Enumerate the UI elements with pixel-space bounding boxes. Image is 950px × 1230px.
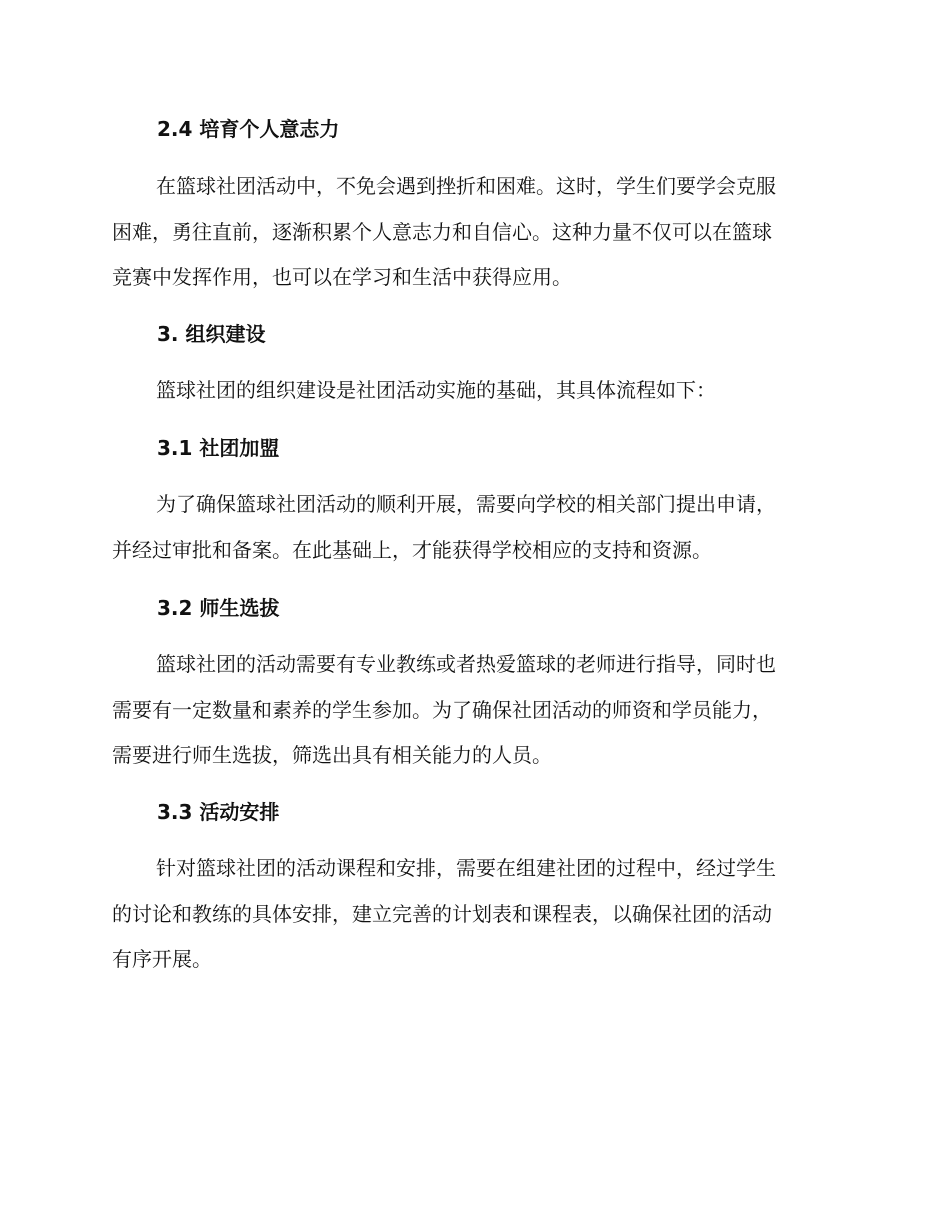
paragraph-line: 困难，勇往直前，逐渐积累个人意志力和自信心。这种力量不仅可以在篮球 <box>112 219 772 244</box>
section-heading-3-2: 3.2 师生选拔 <box>157 596 280 620</box>
paragraph-3-3 <box>112 846 842 983</box>
paragraph-line: 并经过审批和备案。在此基础上，才能获得学校相应的支持和资源。 <box>112 537 712 562</box>
paragraph-line: 篮球社团的活动需要有专业教练或者热爱篮球的老师进行指导，同时也 <box>156 652 776 676</box>
paragraph-2-4 <box>112 164 842 301</box>
paragraph-3-1 <box>112 482 842 573</box>
paragraph-line: 篮球社团的组织建设是社团活动实施的基础，其具体流程如下： <box>156 378 716 402</box>
paragraph-line: 需要进行师生选拔，筛选出具有相关能力的人员。 <box>112 743 552 767</box>
paragraph-line: 竞赛中发挥作用，也可以在学习和生活中获得应用。 <box>112 265 572 289</box>
paragraph-line: 需要有一定数量和素养的学生参加。为了确保社团活动的师资和学员能力， <box>112 697 772 722</box>
section-heading-2-4: 2.4 培育个人意志力 <box>157 117 340 141</box>
section-heading-3-1: 3.1 社团加盟 <box>157 436 280 460</box>
paragraph-line: 的讨论和教练的具体安排，建立完善的计划表和课程表，以确保社团的活动 <box>112 901 772 926</box>
paragraph-line: 在篮球社团活动中，不免会遇到挫折和困难。这时，学生们要学会克服 <box>156 174 776 198</box>
paragraph-3-2 <box>112 642 842 779</box>
paragraph-line: 有序开展。 <box>112 947 212 971</box>
section-heading-3-3: 3.3 活动安排 <box>157 800 280 824</box>
paragraph-3 <box>112 368 842 414</box>
paragraph-line: 为了确保篮球社团活动的顺利开展，需要向学校的相关部门提出申请， <box>156 492 776 516</box>
paragraph-line: 针对篮球社团的活动课程和安排，需要在组建社团的过程中，经过学生 <box>156 856 776 880</box>
section-heading-3: 3. 组织建设 <box>157 322 266 346</box>
